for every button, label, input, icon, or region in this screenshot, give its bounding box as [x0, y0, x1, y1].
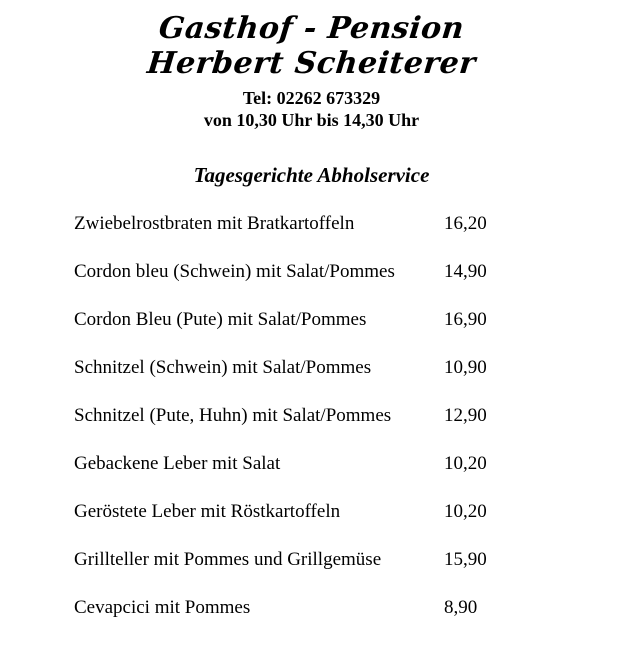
section-title: Tagesgerichte Abholservice: [193, 163, 430, 187]
dish-name: Grillteller mit Pommes und Grillgemüse: [74, 549, 382, 570]
dish-price: 8,90: [444, 597, 478, 618]
brand-title-line-1: Gasthof - Pension: [157, 11, 466, 46]
menu-item: [74, 260, 554, 308]
dish-price: 10,20: [444, 453, 487, 474]
header: [0, 12, 623, 131]
dish-name: Schnitzel (Schwein) mit Salat/Pommes: [74, 357, 372, 378]
dish-price: 10,20: [444, 501, 487, 522]
dish-name: Geröstete Leber mit Röstkartoffeln: [74, 501, 341, 522]
menu-item: [74, 404, 554, 452]
menu-list: [74, 212, 554, 644]
menu-item: [74, 500, 554, 548]
brand-title-line-2: Herbert Scheiterer: [145, 46, 478, 81]
dish-name: Gebackene Leber mit Salat: [74, 453, 281, 474]
menu-item: [74, 452, 554, 500]
dish-name: Cordon bleu (Schwein) mit Salat/Pommes: [74, 261, 395, 282]
menu-item: [74, 212, 554, 260]
dish-name: Zwiebelrostbraten mit Bratkartoffeln: [74, 213, 355, 234]
menu-item: [74, 308, 554, 356]
menu-item: [74, 548, 554, 596]
menu-item: [74, 596, 554, 644]
dish-name: Cevapcici mit Pommes: [74, 597, 251, 618]
dish-price: 15,90: [444, 549, 487, 570]
dish-price: 16,20: [444, 213, 487, 234]
dish-name: Cordon Bleu (Pute) mit Salat/Pommes: [74, 309, 367, 330]
dish-price: 10,90: [444, 357, 487, 378]
phone-number: Tel: 02262 673329: [242, 88, 381, 108]
opening-hours: von 10,30 Uhr bis 14,30 Uhr: [203, 110, 420, 130]
dish-price: 14,90: [444, 261, 487, 282]
dish-name: Schnitzel (Pute, Huhn) mit Salat/Pommes: [74, 405, 392, 426]
menu-item: [74, 356, 554, 404]
dish-price: 12,90: [444, 405, 487, 426]
dish-price: 16,90: [444, 309, 487, 330]
